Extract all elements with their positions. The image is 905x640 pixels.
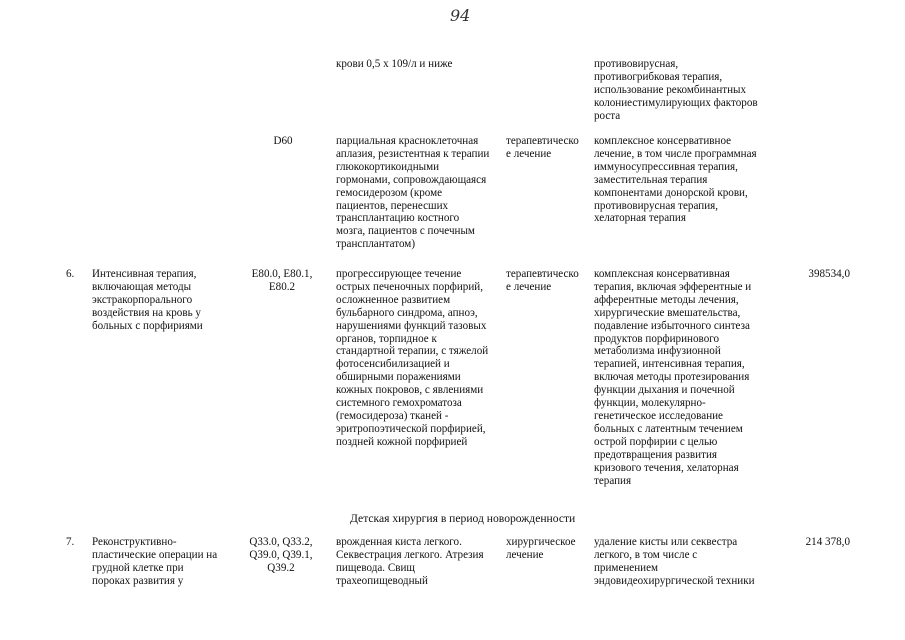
continuation-disease: крови 0,5 x 109/л и ниже: [336, 58, 453, 70]
row6-method: комплексная консервативная терапия, включая эфферентные и афферентные методы лечения, хирургические вмешательства, подавление избыточного синтеза продуктов порфиринового метаболизма инфузионной терапией, интенсивная терапия, включая методы протезирования функции дыхания и почечной функции, молекулярно- генетическое исследование больных с латентным течением острой порфирии с целью предотвращения развития кризового течения, хелаторная терапия: [594, 268, 752, 487]
row7-treatment-type: хирургическое лечение: [506, 536, 576, 561]
d60-disease: парциальная красноклеточная аплазия, резистентная к терапии глюкокортикоидными гормонами, сопровождающаяся гемосидерозом (кроме пациентов, перенесших трансплантацию костного мозга, пациентов с почечным трансплантатом): [336, 135, 490, 251]
section-heading: Детская хирургия в период новорожденности: [350, 512, 576, 525]
row7-disease: врожденная киста легкого. Секвестрация легкого. Атрезия пищевода. Свищ трахеопищеводный: [336, 536, 484, 587]
d60-code: D60: [273, 135, 293, 147]
d60-method: комплексное консервативное лечение, в том числе программная иммуносупрессивная терапия, заместительная терапия компонентами донорской крови, противовирусная терапия, хелаторная терапия: [594, 135, 757, 225]
handwritten-page-number: 94: [450, 6, 471, 25]
row6-name: Интенсивная терапия, включающая методы экстракорпорального воздействия на кровь у больных с порфириями: [92, 268, 203, 332]
row6-disease: прогрессирующее течение острых печеночных порфирий, осложненное развитием бульбарного синдрома, апноэ, нарушениями функций тазовых органов, торпидное к стандартной терапии, с тяжелой фотосенсибилизацией и обширными поражениями кожных покровов, с явлениями системного гемохроматоза (гемосидероза) тканей - эритропоэтической порфирией, поздней кожной порфирией: [336, 268, 489, 448]
row6-number: 6.: [66, 268, 75, 280]
row6-treatment-type: терапевтическо е лечение: [506, 268, 579, 293]
row6-codes: E80.0, E80.1, E80.2: [251, 268, 313, 293]
row7-name: Реконструктивно- пластические операции на грудной клетке при пороках развития у: [92, 536, 218, 587]
row7-method: удаление кисты или секвестра легкого, в том числе с применением эндовидеохирургической техники: [594, 536, 755, 587]
row7-number: 7.: [66, 536, 75, 548]
row7-cost: 214 378,0: [805, 536, 850, 548]
row7-codes: Q33.0, Q33.2, Q39.0, Q39.1, Q39.2: [249, 536, 313, 574]
row6-cost: 398534,0: [808, 268, 850, 280]
d60-treatment-type: терапевтическо е лечение: [506, 135, 579, 160]
continuation-treatment-method: противовирусная, противогрибковая терапия, использование рекомбинантных колониестимулирующих факторов роста: [594, 58, 758, 122]
